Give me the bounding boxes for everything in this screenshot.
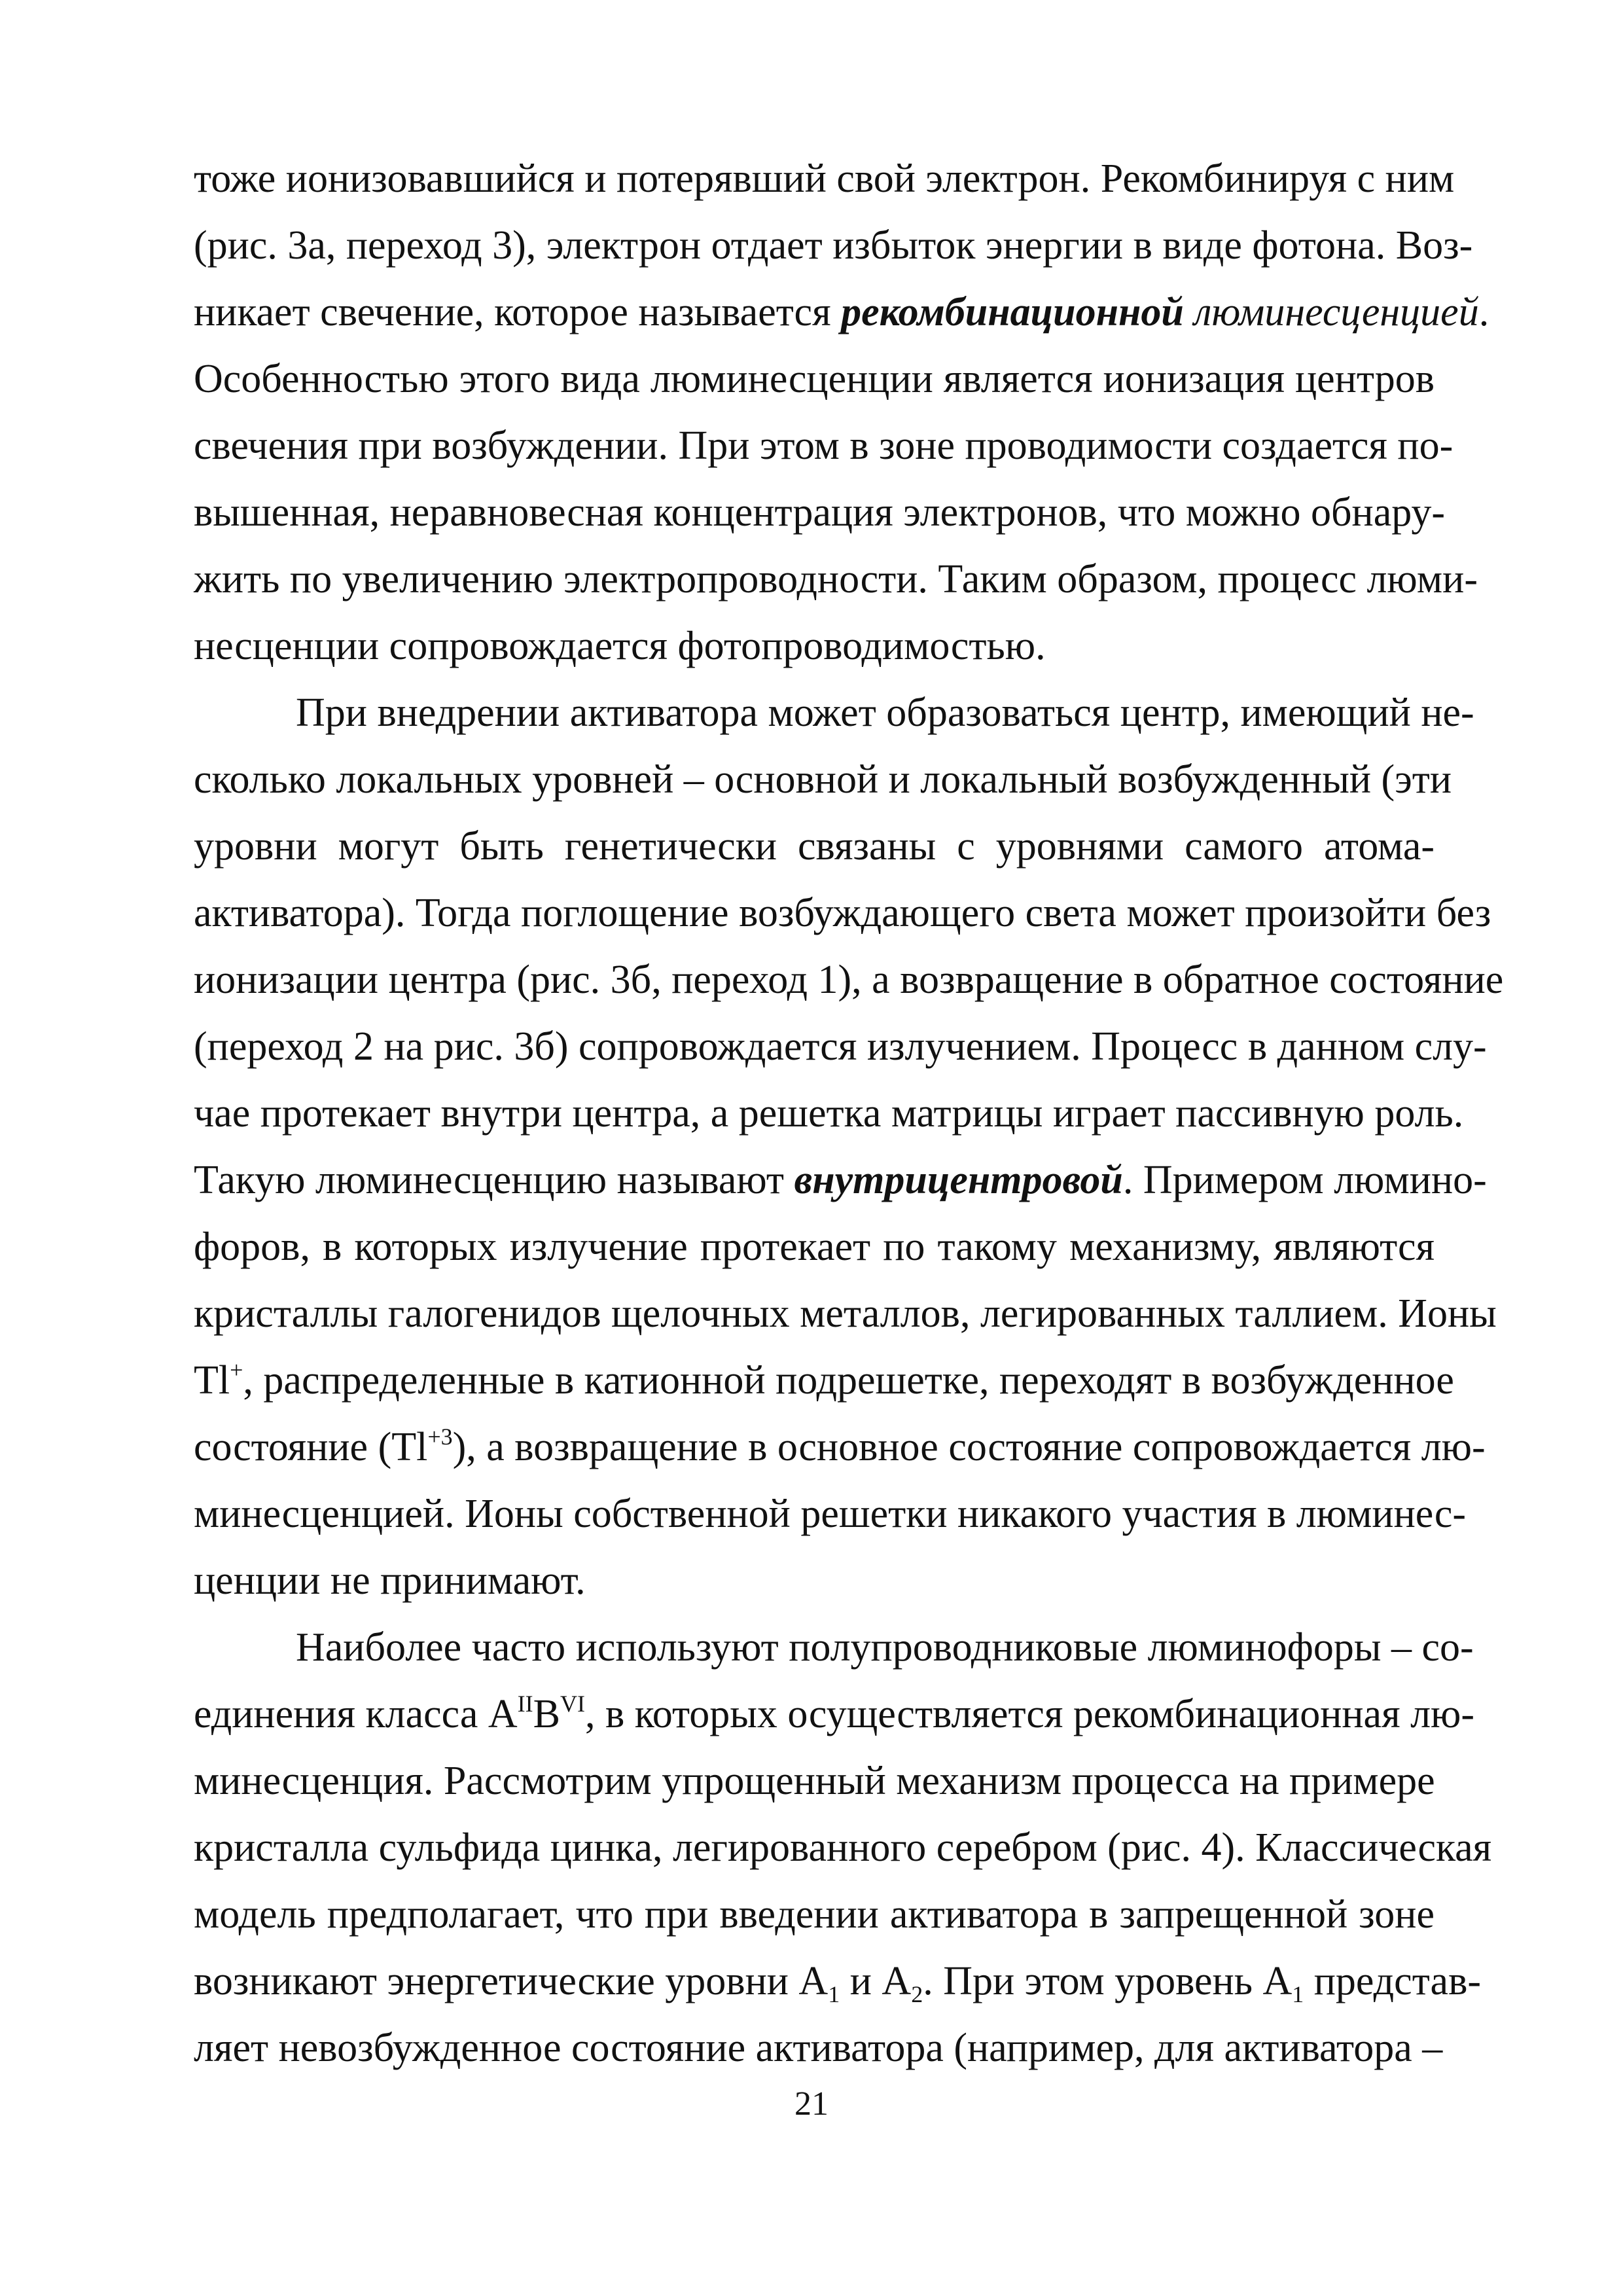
text-line: модель предполагает, что при введении активатора в запрещенной зоне [194, 1892, 1435, 1937]
subscript: 1 [828, 1981, 840, 2007]
text-line [194, 1347, 1454, 1414]
text-fragment [1184, 290, 1194, 334]
text-line: ионизации центра (рис. 3б, переход 1), а возвращение в обратное состояние [194, 958, 1504, 1002]
page-number: 21 [794, 2085, 829, 2123]
text-line: кристалла сульфида цинка, легированного серебром (рис. 4). Классическая [194, 1825, 1492, 1870]
text-fragment: Tl [194, 1358, 230, 1403]
text-line: (переход 2 на рис. 3б) сопровождается излучением. Процесс в данном слу- [194, 1024, 1487, 1069]
term-intracenter: внутрицентровой [794, 1158, 1123, 1202]
text-line: минесценция. Рассмотрим упрощенный механизм процесса на примере [194, 1759, 1435, 1803]
text-line: Особенностью этого вида люминесценции является ионизация центров [194, 357, 1435, 401]
text-line: Наиболее часто используют полупроводниковые люминофоры – со- [296, 1625, 1474, 1670]
text-fragment: . Примером люмино- [1122, 1158, 1487, 1202]
text-line: ляет невозбужденное состояние активатора (например, для активатора – [194, 2026, 1443, 2070]
term-recombination-bold: рекомбинационной [841, 290, 1184, 334]
text-line: (рис. 3а, переход 3), электрон отдает избыток энергии в виде фотона. Воз- [194, 223, 1473, 268]
text-line [194, 1948, 1481, 2015]
text-line: чае протекает внутри центра, а решетка матрицы играет пассивную роль. [194, 1091, 1464, 1136]
text-line: свечения при возбуждении. При этом в зоне проводимости создается по- [194, 423, 1454, 468]
text-fragment: единения класса A [194, 1692, 518, 1736]
text-fragment: ), а возвращение в основное состояние сопровождается лю- [452, 1425, 1486, 1469]
text-line: сколько локальных уровней – основной и локальный возбужденный (эти [194, 757, 1452, 802]
text-fragment: состояние (Tl [194, 1425, 428, 1469]
subscript: 2 [911, 1981, 923, 2007]
text-fragment: , в которых осуществляется рекомбинационная лю- [585, 1692, 1474, 1736]
superscript: + [230, 1357, 243, 1383]
text-line: уровни могут быть генетически связаны с уровнями самого атома- [194, 824, 1435, 869]
text-line: активатора). Тогда поглощение возбуждающего света может произойти без [194, 891, 1491, 935]
text-fragment: представ- [1304, 1959, 1481, 2003]
paragraph-1 [194, 145, 1489, 679]
text-line [194, 279, 1489, 346]
text-line: минесценцией. Ионы собственной решетки никакого участия в люминес- [194, 1492, 1467, 1536]
text-line: вышенная, неравновесная концентрация электронов, что можно обнару- [194, 490, 1446, 535]
text-fragment: B [533, 1692, 561, 1736]
superscript: +3 [427, 1424, 453, 1450]
text-fragment: . [1478, 290, 1489, 334]
text-fragment: никает свечение, которое называется [194, 290, 842, 334]
body-text [194, 145, 1504, 2081]
text-line: При внедрении активатора может образоваться центр, имеющий не- [296, 691, 1474, 735]
text-line: форов, в которых излучение протекает по такому механизму, являются [194, 1225, 1435, 1269]
paragraph-3 [194, 1614, 1492, 2081]
text-line: тоже ионизовавшийся и потерявший свой электрон. Рекомбинируя с ним [194, 156, 1455, 201]
text-line: несценции сопровождается фотопроводимостью. [194, 624, 1046, 668]
text-line [194, 1681, 1474, 1748]
text-line: жить по увеличению электропроводности. Таким образом, процесс люми- [194, 557, 1478, 601]
text-line: ценции не принимают. [194, 1558, 586, 1603]
superscript: II [517, 1691, 533, 1717]
text-fragment: . При этом уровень A [923, 1959, 1293, 2003]
subscript: 1 [1292, 1981, 1304, 2007]
text-fragment: , распределенные в катионной подрешетке, переходят в возбужденное [243, 1358, 1454, 1403]
text-fragment: и A [840, 1959, 912, 2003]
term-luminescence-italic: люминесценцией [1194, 290, 1479, 334]
superscript: VI [560, 1691, 586, 1717]
text-fragment: Такую люминесценцию называют [194, 1158, 794, 1202]
paragraph-2 [194, 679, 1504, 1614]
text-line: кристаллы галогенидов щелочных металлов, легированных таллием. Ионы [194, 1291, 1497, 1336]
text-line [194, 1414, 1486, 1480]
text-fragment: возникают энергетические уровни A [194, 1959, 829, 2003]
text-line [194, 1147, 1487, 1213]
